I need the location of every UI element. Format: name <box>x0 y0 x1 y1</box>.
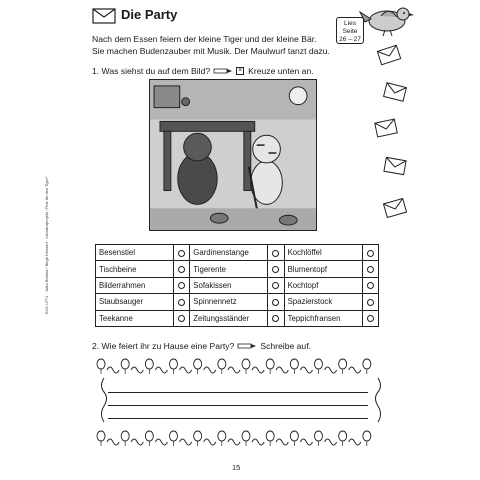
envelope-icon <box>383 156 407 176</box>
balloon-icon <box>266 431 274 446</box>
garland-swirl <box>349 367 361 373</box>
garland-swirl <box>204 439 216 445</box>
garland-swirl <box>107 439 119 445</box>
task-2-instruction: Schreibe auf. <box>260 341 311 351</box>
word-cell: Tigerente <box>190 261 268 277</box>
intro-text <box>92 33 330 57</box>
balloon-icon <box>315 359 323 374</box>
publisher-note: BVK LP71 · Jutta Bettina / Birgit Gessert · Literaturprojekt „Post für den Tiger" <box>44 176 49 314</box>
balloon-garland-right <box>371 376 385 424</box>
envelope-icon <box>92 8 116 24</box>
table-row <box>96 310 379 326</box>
balloon-icon <box>145 431 153 446</box>
balloon-icon <box>218 431 226 446</box>
task-2 <box>92 341 311 351</box>
garland-swirl <box>252 367 264 373</box>
balloon-icon <box>218 359 226 374</box>
check-cell[interactable] <box>174 277 190 293</box>
badge-line1: Lies <box>344 20 356 27</box>
word-cell: Teekanne <box>96 310 174 326</box>
balloon-icon <box>266 359 274 374</box>
check-circle[interactable] <box>367 266 374 273</box>
balloon-icon <box>170 359 178 374</box>
garland-swirl <box>252 439 264 445</box>
word-cell: Teppichfransen <box>284 310 362 326</box>
envelope-icon <box>382 82 407 103</box>
pencil-icon <box>237 342 257 350</box>
check-cell[interactable] <box>362 245 378 261</box>
word-cell: Gardinenstange <box>190 245 268 261</box>
check-cell[interactable] <box>362 294 378 310</box>
check-cell[interactable] <box>174 310 190 326</box>
word-cell: Tischbeine <box>96 261 174 277</box>
balloon-icon <box>194 359 202 374</box>
word-cell: Besenstiel <box>96 245 174 261</box>
balloon-icon <box>97 359 105 374</box>
garland-swirl <box>228 367 240 373</box>
check-cell[interactable] <box>268 294 284 310</box>
word-cell: Zeitungsständer <box>190 310 268 326</box>
writing-line <box>108 418 368 419</box>
check-circle[interactable] <box>272 250 279 257</box>
garland-swirl <box>155 367 167 373</box>
garland-swirl <box>300 439 312 445</box>
check-circle[interactable] <box>178 266 185 273</box>
garland-swirl <box>228 439 240 445</box>
bird-icon <box>357 2 415 38</box>
task-1-text: 1. Was siehst du auf dem Bild? <box>92 66 211 76</box>
balloon-icon <box>242 359 250 374</box>
pencil-icon <box>213 67 233 75</box>
check-cell[interactable] <box>174 261 190 277</box>
table-row <box>96 277 379 293</box>
envelope-icon <box>382 197 408 218</box>
table-row <box>96 261 379 277</box>
envelope-icon <box>376 44 402 66</box>
word-table <box>95 244 379 327</box>
check-cell[interactable] <box>362 261 378 277</box>
party-illustration <box>149 79 317 231</box>
check-circle[interactable] <box>272 266 279 273</box>
garland-swirl <box>155 439 167 445</box>
check-cell[interactable] <box>362 310 378 326</box>
check-circle[interactable] <box>178 250 185 257</box>
balloon-garland-left <box>97 376 111 424</box>
balloon-icon <box>339 359 347 374</box>
check-circle[interactable] <box>367 282 374 289</box>
page-number: 15 <box>232 463 241 472</box>
balloon-garland-top <box>93 358 383 376</box>
balloon-garland-bottom <box>93 430 383 448</box>
check-circle[interactable] <box>178 299 185 306</box>
check-circle[interactable] <box>367 250 374 257</box>
check-cell[interactable] <box>174 245 190 261</box>
check-circle[interactable] <box>178 282 185 289</box>
check-cell[interactable] <box>268 261 284 277</box>
check-circle[interactable] <box>367 315 374 322</box>
writing-line <box>108 405 368 406</box>
balloon-icon <box>290 359 298 374</box>
check-cell[interactable] <box>174 294 190 310</box>
check-cell[interactable] <box>268 245 284 261</box>
balloon-icon <box>170 431 178 446</box>
check-circle[interactable] <box>272 315 279 322</box>
word-cell: Spinnennetz <box>190 294 268 310</box>
garland-swirl <box>180 439 192 445</box>
word-cell: Staubsauger <box>96 294 174 310</box>
garland-swirl <box>204 367 216 373</box>
cross-box-icon: × <box>238 67 243 74</box>
check-circle[interactable] <box>272 299 279 306</box>
balloon-icon <box>363 431 371 446</box>
check-circle[interactable] <box>178 315 185 322</box>
balloon-icon <box>121 359 129 374</box>
word-cell: Blumentopf <box>284 261 362 277</box>
badge-pages: 26 – 27 <box>339 36 361 43</box>
check-cell[interactable] <box>268 310 284 326</box>
balloon-icon <box>315 431 323 446</box>
envelope-icon <box>374 118 399 138</box>
check-circle[interactable] <box>272 282 279 289</box>
word-cell: Kochlöffel <box>284 245 362 261</box>
word-cell: Spazierstock <box>284 294 362 310</box>
garland-swirl <box>300 367 312 373</box>
garland-swirl <box>131 439 143 445</box>
garland-swirl <box>276 439 288 445</box>
table-row <box>96 245 379 261</box>
check-cell[interactable] <box>362 277 378 293</box>
garland-swirl <box>325 367 337 373</box>
garland-swirl <box>349 439 361 445</box>
badge-line2: Seite <box>342 28 358 35</box>
word-cell: Kochtopf <box>284 277 362 293</box>
balloon-icon <box>194 431 202 446</box>
word-cell: Sofakissen <box>190 277 268 293</box>
garland-swirl <box>276 367 288 373</box>
balloon-icon <box>242 431 250 446</box>
balloon-icon <box>290 431 298 446</box>
task-1 <box>92 66 314 76</box>
balloon-icon <box>97 431 105 446</box>
task-2-text: 2. Wie feiert ihr zu Hause eine Party? <box>92 341 235 351</box>
writing-line <box>108 392 368 393</box>
intro-line1: Nach dem Essen feiern der kleine Tiger und der kleine Bär. <box>92 34 317 44</box>
balloon-icon <box>145 359 153 374</box>
word-cell: Bilderrahmen <box>96 277 174 293</box>
task-1-instruction: Kreuze unten an. <box>248 66 314 76</box>
garland-swirl <box>325 439 337 445</box>
balloon-icon <box>339 431 347 446</box>
garland-swirl <box>131 367 143 373</box>
balloon-icon <box>121 431 129 446</box>
check-cell[interactable] <box>268 277 284 293</box>
garland-swirl <box>180 367 192 373</box>
check-circle[interactable] <box>367 299 374 306</box>
table-row <box>96 294 379 310</box>
balloon-icon <box>363 359 371 374</box>
intro-line2: Sie machen Budenzauber mit Musik. Der Maulwurf tanzt dazu. <box>92 46 330 56</box>
page-title: Die Party <box>121 7 178 22</box>
garland-swirl <box>107 367 119 373</box>
